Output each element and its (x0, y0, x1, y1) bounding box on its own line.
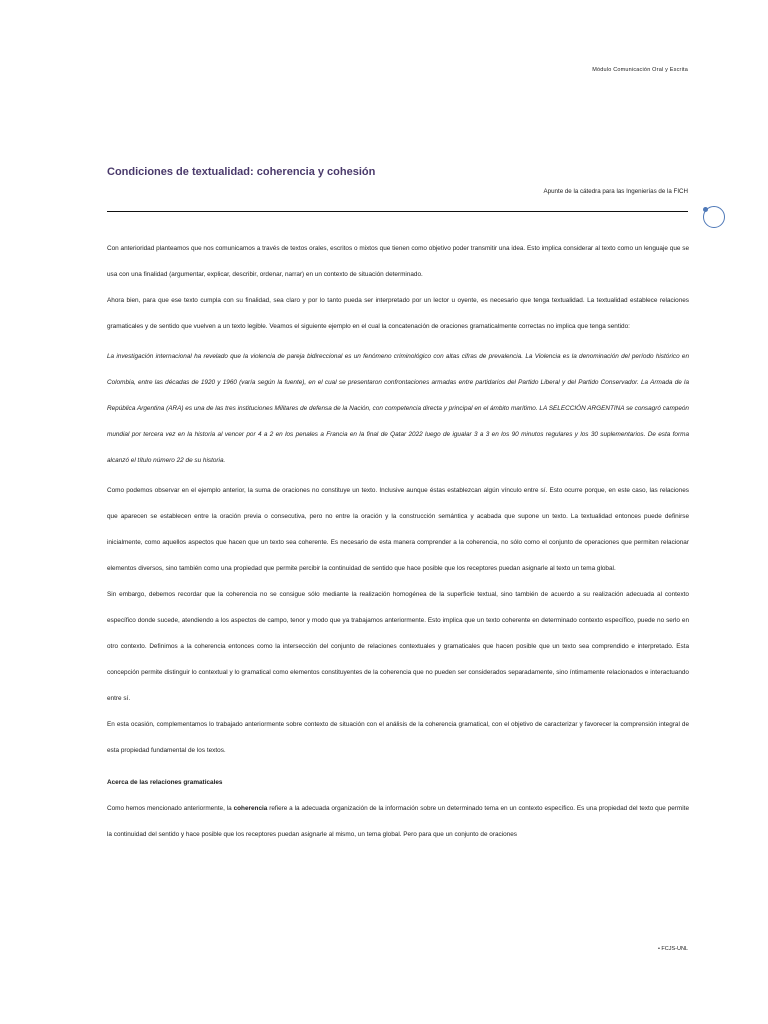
paragraph-coherence: Sin embargo, debemos recordar que la coherencia no se consigue sólo mediante la realización homogénea de la superficie textual, sino también de acuerdo a su realización adecuada al contexto específico donde sucede, atendiendo a los aspectos de campo, tenor y modo que ya trabajamos anteriormente. Esto implica que un texto coherente en determinado contexto específico, puede no serlo en otro contexto. Definimos a la coherencia entonces como la intersección del conjunto de relaciones contextuales y gramaticales que hacen posible que un texto sea comprendido e interpretado. Esta concepción permite distinguir lo contextual y lo gramatical como elementos constituyentes de la coherencia que no pueden ser considerados separadamente, sino íntimamente relacionados e interactuando entre sí. (107, 591, 689, 702)
paragraph-complement: En esta ocasión, complementamos lo trabajado anteriormente sobre contexto de situación con el análisis de la coherencia gramatical, con el objetivo de caracterizar y favorecer la comprensión integral de esta propiedad fundamental de los textos. (107, 721, 689, 754)
example-paragraph: La investigación internacional ha revelado que la violencia de pareja bidireccional es un fenómeno criminológico con altas cifras de prevalencia. La Violencia es la denominación del período histórico en Colombia, entre las décadas de 1920 y 1960 (varía según la fuente), en el cual se presentaron confrontaciones armadas entre partidarios del Partido Liberal y del Partido Conservador. La Armada de la República Argentina (ARA) es una de las tres instituciones Militares de defensa de la Nación, con competencia directa y principal en el ámbito marítimo. LA SELECCIÓN ARGENTINA se consagró campeón mundial por tercera vez en la historia al vencer por 4 a 2 en los penales a Francia en la final de Qatar 2022 luego de igualar 3 a 3 en los 90 minutos regulares y los 30 suplementarios. De esta forma alcanzó el título número 22 de su historia. (107, 353, 689, 464)
title-divider (107, 211, 688, 212)
footer-page-mark: • FCJS-UNL (657, 946, 688, 952)
paragraph-relations-start: Como hemos mencionado anteriormente, la (107, 805, 234, 812)
paragraph-intro: Con anterioridad planteamos que nos comunicamos a través de textos orales, escritos o mixtos que tienen como objetivo poder transmitir una idea. Esto implica considerar al texto como un lenguaje que se usa con una finalidad (argumentar, explicar, describir, ordenar, narrar) en un contexto de situación determinado. (107, 245, 689, 278)
paragraph-textuality: Ahora bien, para que ese texto cumpla con su finalidad, sea claro y por lo tanto pueda ser interpretado por un lector u oyente, es necesario que tenga textualidad. La textualidad establece relaciones gramaticales y de sentido que vuelven a un texto legible. Veamos el siguiente ejemplo en el cual la concatenación de oraciones gramaticalmente correctas no implica que tenga sentido: (107, 297, 689, 330)
document-body (107, 236, 689, 848)
page-subtitle: Apunte de la cátedra para las Ingenierías de la FICH (543, 188, 688, 195)
page-title: Condiciones de textualidad: coherencia y cohesión (107, 166, 376, 178)
module-header: Módulo Comunicación Oral y Escrita (592, 67, 688, 73)
section-heading: Acerca de las relaciones gramaticales (107, 779, 223, 786)
circle-dot-icon (703, 207, 708, 212)
coherence-term: coherencia (233, 805, 268, 812)
paragraph-observation: Como podemos observar en el ejemplo anterior, la suma de oraciones no constituye un texto. Inclusive aunque éstas establezcan algún vínculo entre sí. Esto ocurre porque, en este caso, las relaciones que aparecen se establecen entre la oración previa o consecutiva, pero no entre la oración y la construcción semántica y acabada que supone un texto. La textualidad entonces puede definirse inicialmente, como aquellos aspectos que hacen que un texto sea coherente. Es necesario de esta manera comprender a la coherencia, no sólo como el conjunto de operaciones que permiten relacionar elementos diversos, sino también como una propiedad que permite percibir la continuidad de sentido que hace posible que los receptores puedan asignarle al texto un tema global. (107, 487, 689, 572)
paragraph-relations-end: refiere a la adecuada organización de la información sobre un determinado tema en un contexto específico. Es una propiedad del texto que permite la continuidad del sentido y hace posible que los receptores puedan asignarle al mismo, un tema global. Pero para que un conjunto de oraciones (107, 805, 690, 838)
paragraph-relations (107, 796, 689, 848)
